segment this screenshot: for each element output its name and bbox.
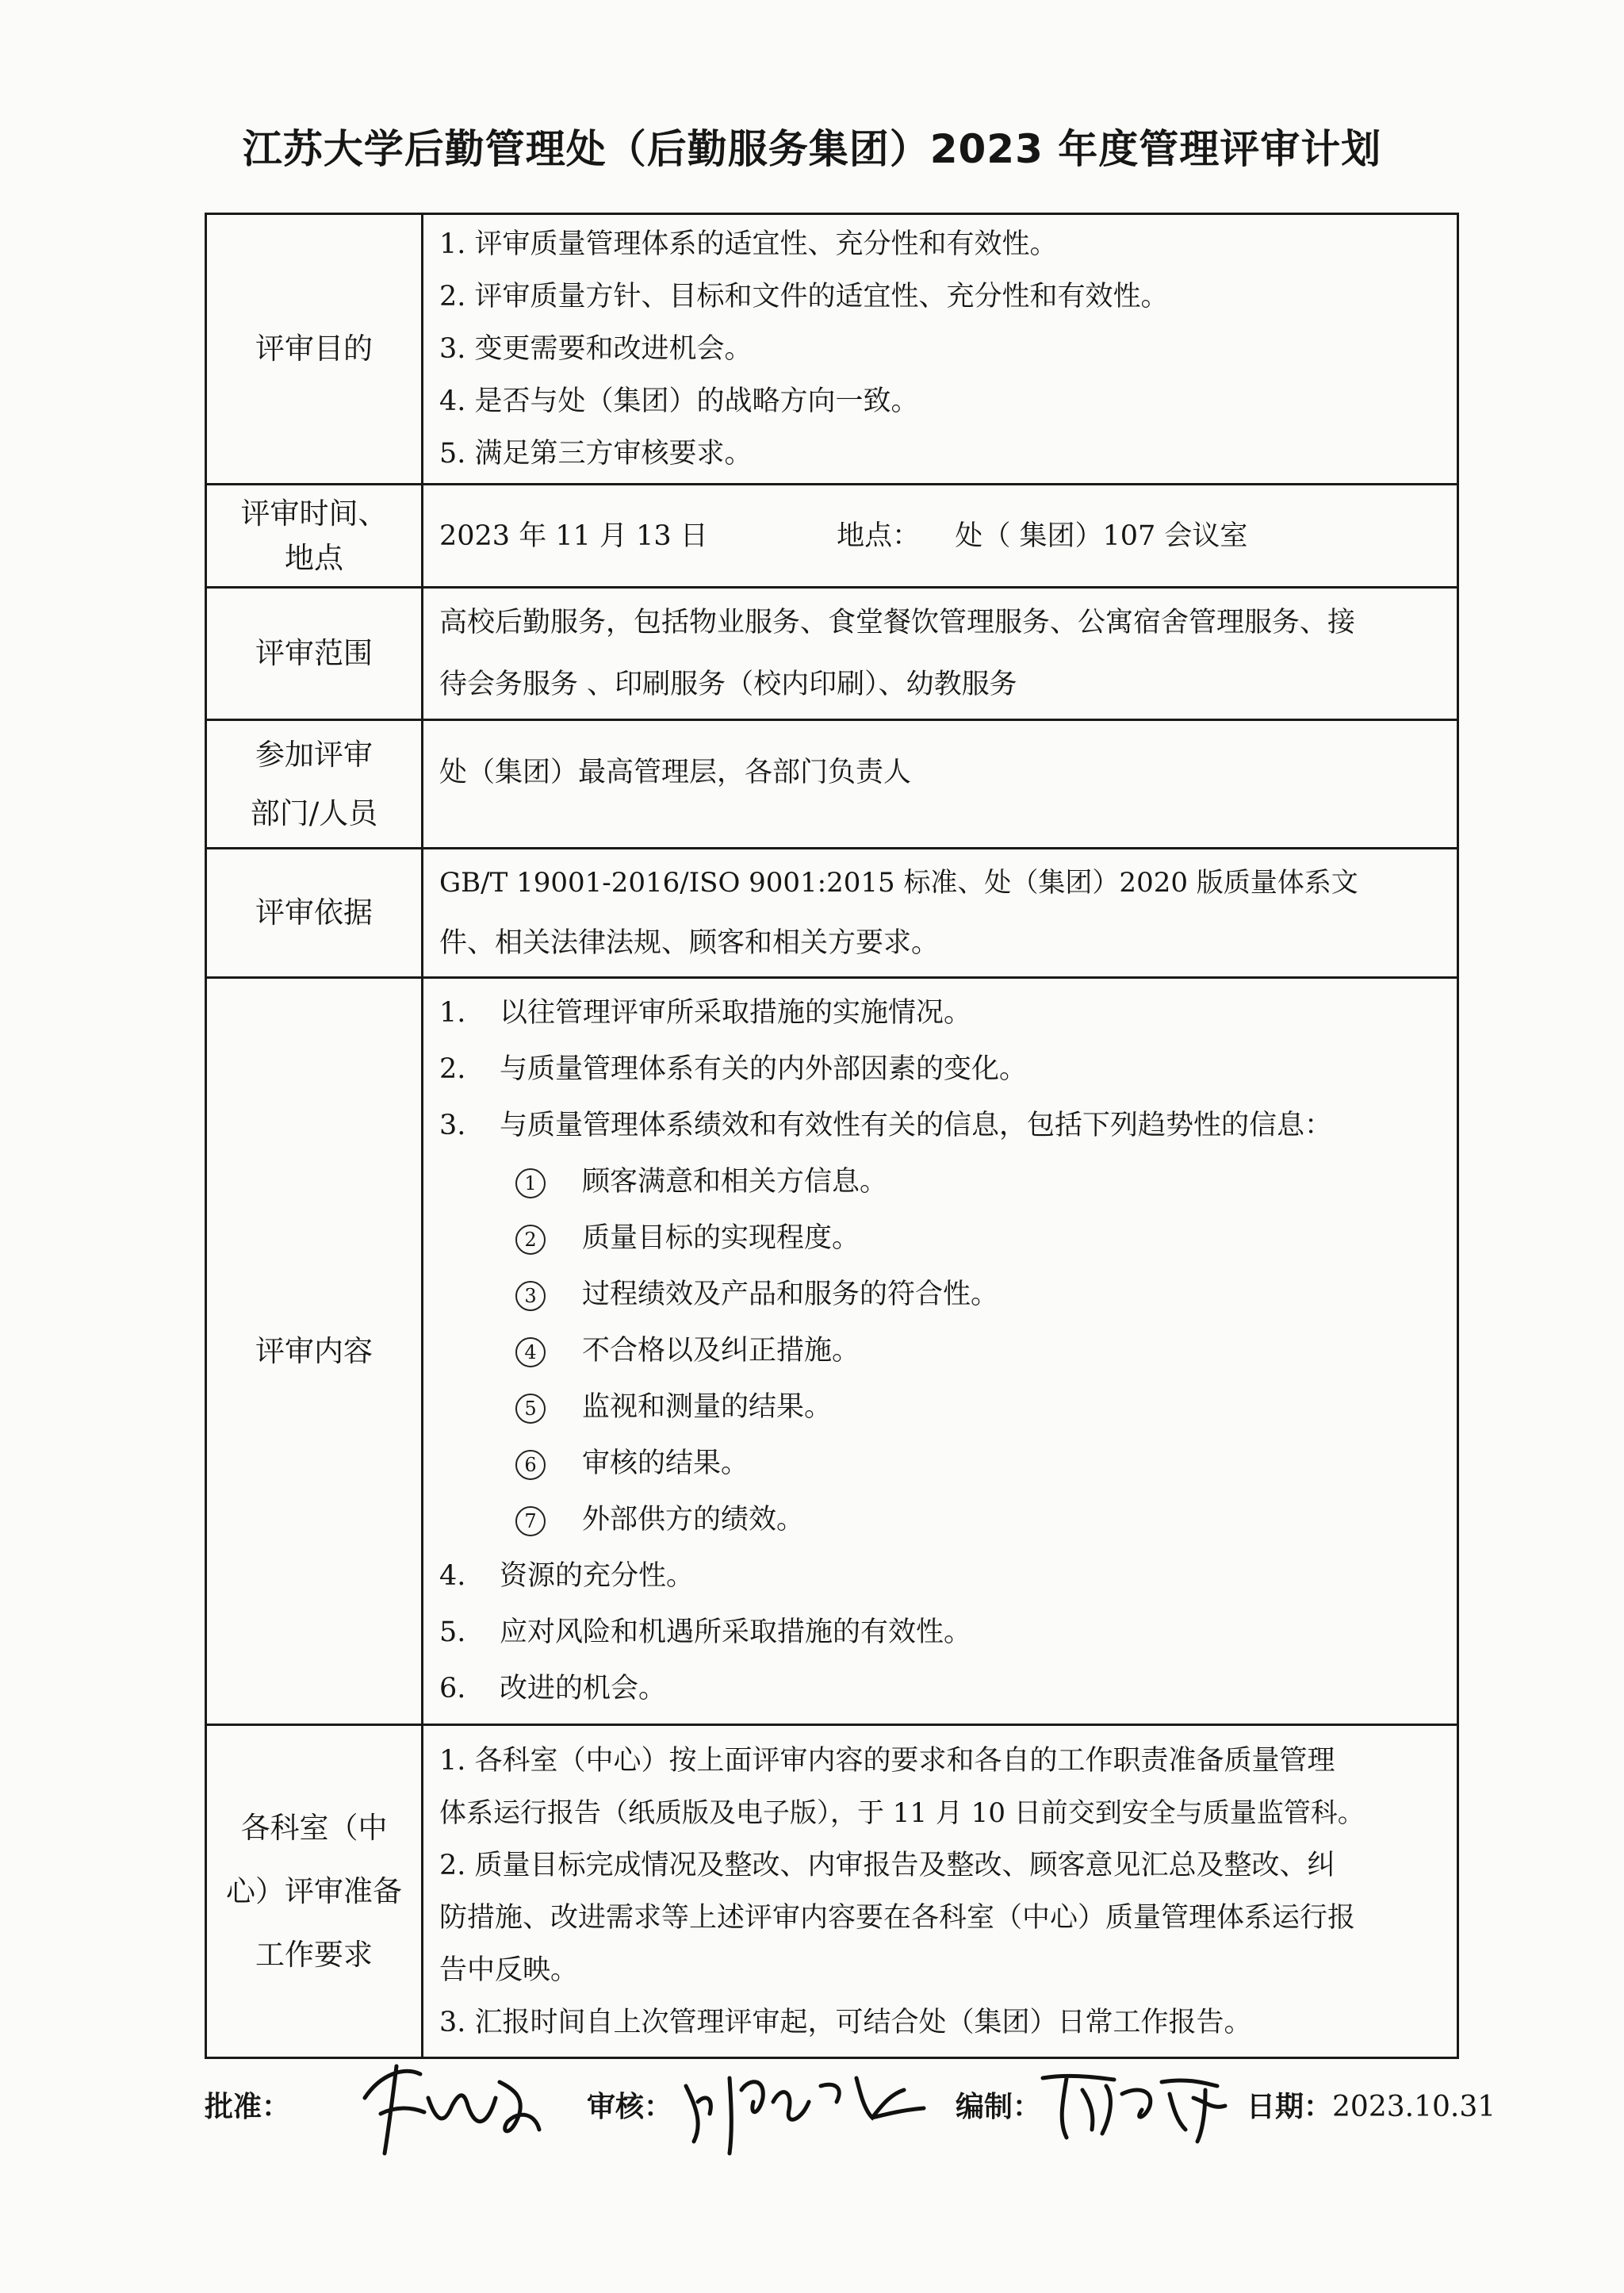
subitem-text: 过程绩效及产品和服务的符合性。 xyxy=(582,1279,999,1310)
review-place: 处（ 集团）107 会议室 xyxy=(955,520,1248,552)
purpose-label: 评审目的 xyxy=(206,214,423,485)
requirements-content xyxy=(423,1725,1458,2058)
content-subitem xyxy=(439,1436,1444,1492)
requirements-label-line: 工作要求 xyxy=(255,1937,373,1972)
content-label: 评审内容 xyxy=(206,978,423,1725)
requirements-line: 体系运行报告（纸质版及电子版），于 11 月 10 日前交到安全与质量监管科。 xyxy=(439,1796,1365,1829)
time-label-line: 地点 xyxy=(285,540,343,575)
circled-number: 1 xyxy=(515,1168,546,1198)
content-item xyxy=(439,1661,1444,1717)
item-text: 资源的充分性。 xyxy=(500,1560,695,1592)
purpose-content xyxy=(423,214,1458,485)
row-time-place xyxy=(206,485,1458,588)
circled-number: 6 xyxy=(515,1450,546,1480)
purpose-item: 1. 评审质量管理体系的适宜性、充分性和有效性。 xyxy=(439,228,1058,260)
circled-number: 7 xyxy=(515,1506,546,1536)
content-subitem xyxy=(439,1210,1444,1267)
item-text: 与质量管理体系有关的内外部因素的变化。 xyxy=(500,1053,1028,1085)
participants-label-line: 参加评审 xyxy=(255,737,373,772)
requirements-line: 1. 各科室（中心）按上面评审内容的要求和各自的工作职责准备质量管理 xyxy=(439,1744,1335,1777)
content-subitem xyxy=(439,1154,1444,1210)
content-subitem xyxy=(439,1267,1444,1323)
approve-signature xyxy=(349,2050,555,2161)
place-label: 地点： xyxy=(837,520,921,552)
subitem-text: 外部供方的绩效。 xyxy=(582,1504,805,1536)
content-subitem xyxy=(439,1379,1444,1436)
item-number: 5. xyxy=(439,1616,466,1648)
row-participants xyxy=(206,720,1458,849)
compile-label: 编制： xyxy=(956,2091,1042,2123)
row-purpose xyxy=(206,214,1458,485)
subitem-text: 不合格以及纠正措施。 xyxy=(582,1335,860,1367)
basis-line: 件、相关法律法规、顾客和相关方要求。 xyxy=(439,927,940,959)
item-number: 2. xyxy=(439,1053,466,1085)
row-requirements xyxy=(206,1725,1458,2058)
row-scope xyxy=(206,588,1458,720)
review-plan-table xyxy=(205,213,1459,2059)
date-value: 2023.10.31 xyxy=(1332,2091,1496,2123)
review-label: 审核： xyxy=(587,2091,673,2123)
participants-content xyxy=(423,720,1458,849)
subitem-text: 监视和测量的结果。 xyxy=(582,1391,833,1423)
scope-line: 待会务服务 、印刷服务（校内印刷）、幼教服务 xyxy=(439,669,1017,700)
item-text: 改进的机会。 xyxy=(500,1673,667,1704)
circled-number: 3 xyxy=(515,1281,546,1311)
scope-label: 评审范围 xyxy=(206,588,423,720)
scope-content xyxy=(423,588,1458,720)
approve-label: 批准： xyxy=(205,2091,291,2123)
requirements-line: 防措施、改进需求等上述评审内容要在各科室（中心）质量管理体系运行报 xyxy=(439,1901,1356,1934)
participants-label xyxy=(206,720,423,849)
compile-signature xyxy=(1035,2054,1241,2149)
basis-label: 评审依据 xyxy=(206,849,423,978)
requirements-label-line: 心）评审准备 xyxy=(226,1873,402,1908)
review-signature xyxy=(674,2054,936,2157)
time-content xyxy=(423,485,1458,588)
item-number: 1. xyxy=(439,997,466,1029)
content-item xyxy=(439,1041,1444,1098)
purpose-item: 2. 评审质量方针、目标和文件的适宜性、充分性和有效性。 xyxy=(439,281,1169,313)
circled-number: 2 xyxy=(515,1225,546,1255)
content-item xyxy=(439,1548,1444,1605)
requirements-line: 告中反映。 xyxy=(439,1954,579,1986)
subitem-text: 审核的结果。 xyxy=(582,1448,749,1479)
review-date: 2023 年 11 月 13 日 xyxy=(439,520,708,552)
purpose-item: 4. 是否与处（集团）的战略方向一致。 xyxy=(439,385,919,417)
circled-number: 4 xyxy=(515,1337,546,1367)
requirements-label xyxy=(206,1725,423,2058)
content-items xyxy=(423,978,1458,1725)
basis-line: GB/T 19001-2016/ISO 9001:2015 标准、处（集团）2020 版质量体系文 xyxy=(439,867,1358,899)
date-label: 日期： xyxy=(1247,2091,1333,2123)
item-text: 以往管理评审所采取措施的实施情况。 xyxy=(500,997,972,1029)
participants-text: 处（集团）最高管理层，各部门负责人 xyxy=(439,757,912,788)
item-text: 与质量管理体系绩效和有效性有关的信息，包括下列趋势性的信息： xyxy=(500,1110,1333,1141)
subitem-text: 质量目标的实现程度。 xyxy=(582,1222,860,1254)
row-content xyxy=(206,978,1458,1725)
item-number: 6. xyxy=(439,1673,466,1704)
content-item xyxy=(439,1605,1444,1661)
row-basis xyxy=(206,849,1458,978)
participants-label-line: 部门/人员 xyxy=(250,796,378,830)
page-title: 江苏大学后勤管理处（后勤服务集团）2023 年度管理评审计划 xyxy=(242,126,1382,172)
time-label xyxy=(206,485,423,588)
circled-number: 5 xyxy=(515,1394,546,1424)
requirements-label-line: 各科室（中 xyxy=(240,1810,388,1845)
content-item xyxy=(439,985,1444,1041)
requirements-line: 2. 质量目标完成情况及整改、内审报告及整改、顾客意见汇总及整改、纠 xyxy=(439,1849,1335,1881)
content-subitem xyxy=(439,1492,1444,1548)
time-label-line: 评审时间、 xyxy=(240,496,388,531)
item-text: 应对风险和机遇所采取措施的有效性。 xyxy=(500,1616,972,1648)
content-subitem xyxy=(439,1323,1444,1379)
scope-line: 高校后勤服务，包括物业服务、食堂餐饮管理服务、公寓宿舍管理服务、接 xyxy=(439,607,1356,638)
content-item xyxy=(439,1098,1444,1154)
item-number: 3. xyxy=(439,1110,466,1141)
subitem-text: 顾客满意和相关方信息。 xyxy=(582,1166,888,1198)
purpose-item: 3. 变更需要和改进机会。 xyxy=(439,333,753,365)
requirements-line: 3. 汇报时间自上次管理评审起，可结合处（集团）日常工作报告。 xyxy=(439,2006,1252,2038)
purpose-item: 5. 满足第三方审核要求。 xyxy=(439,438,753,470)
item-number: 4. xyxy=(439,1560,466,1592)
date-field xyxy=(1247,2084,1496,2125)
basis-content xyxy=(423,849,1458,978)
